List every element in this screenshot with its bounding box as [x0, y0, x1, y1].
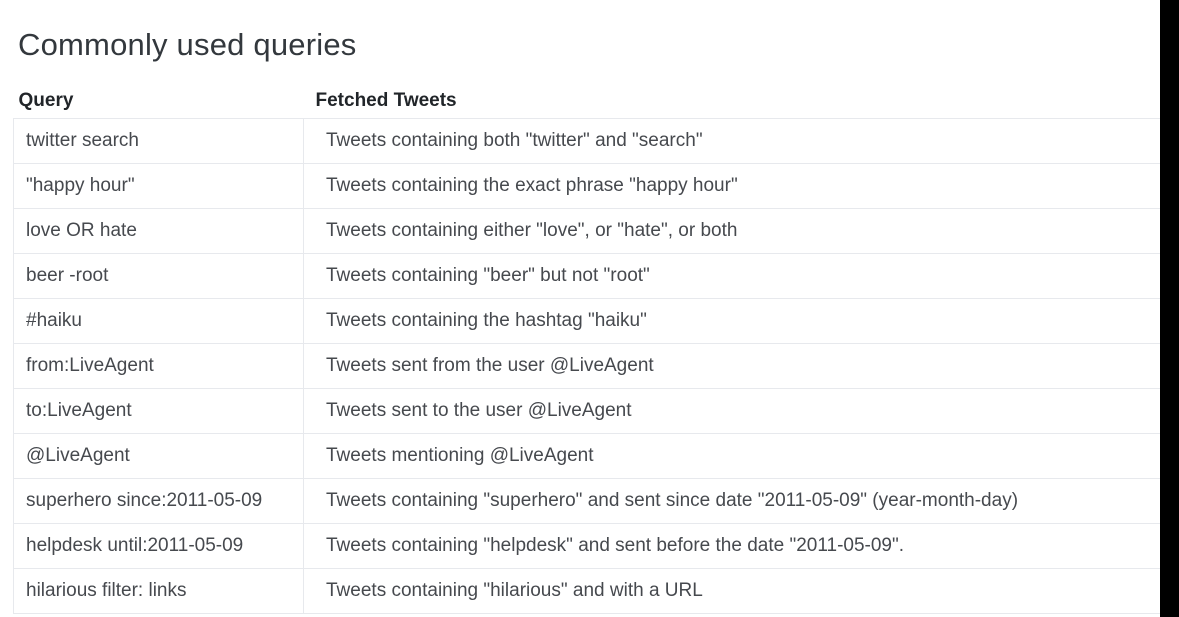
table-row [14, 253, 1167, 298]
table-row [14, 478, 1167, 523]
query-cell: hilarious filter: links [14, 568, 304, 613]
query-cell: from:LiveAgent [14, 343, 304, 388]
table-body [14, 118, 1167, 613]
fetched-tweets-cell: Tweets containing either "love", or "hate", or both [304, 208, 1167, 253]
fetched-tweets-cell: Tweets containing the exact phrase "happy hour" [304, 163, 1167, 208]
fetched-tweets-cell: Tweets containing both "twitter" and "search" [304, 118, 1167, 163]
query-cell: @LiveAgent [14, 433, 304, 478]
table-row [14, 163, 1167, 208]
table-row [14, 208, 1167, 253]
query-cell: to:LiveAgent [14, 388, 304, 433]
table-row [14, 343, 1167, 388]
query-cell: love OR hate [14, 208, 304, 253]
fetched-tweets-cell: Tweets containing "beer" but not "root" [304, 253, 1167, 298]
table-row [14, 433, 1167, 478]
table-header [14, 85, 1167, 118]
table-row [14, 388, 1167, 433]
column-header-fetched-tweets: Fetched Tweets [315, 90, 457, 112]
fetched-tweets-cell: Tweets mentioning @LiveAgent [304, 433, 1167, 478]
table-row [14, 523, 1167, 568]
fetched-tweets-cell: Tweets containing "helpdesk" and sent before the date "2011-05-09". [304, 523, 1167, 568]
table-row [14, 568, 1167, 613]
fetched-tweets-cell: Tweets containing the hashtag "haiku" [304, 298, 1167, 343]
fetched-tweets-cell: Tweets sent to the user @LiveAgent [304, 388, 1167, 433]
page-title: Commonly used queries [18, 27, 357, 62]
fetched-tweets-cell: Tweets containing "hilarious" and with a URL [304, 568, 1167, 613]
fetched-tweets-cell: Tweets sent from the user @LiveAgent [304, 343, 1167, 388]
table-row [14, 298, 1167, 343]
query-cell: helpdesk until:2011-05-09 [14, 523, 304, 568]
header-row [14, 85, 1167, 118]
queries-table [13, 85, 1166, 614]
table-row [14, 118, 1167, 163]
query-cell: superhero since:2011-05-09 [14, 478, 304, 523]
query-cell: "happy hour" [14, 163, 304, 208]
query-cell: twitter search [14, 118, 304, 163]
fetched-tweets-cell: Tweets containing "superhero" and sent since date "2011-05-09" (year-month-day) [304, 478, 1167, 523]
query-cell: #haiku [14, 298, 304, 343]
right-black-bar [1160, 0, 1179, 617]
query-cell: beer -root [14, 253, 304, 298]
column-header-query: Query [18, 90, 74, 112]
